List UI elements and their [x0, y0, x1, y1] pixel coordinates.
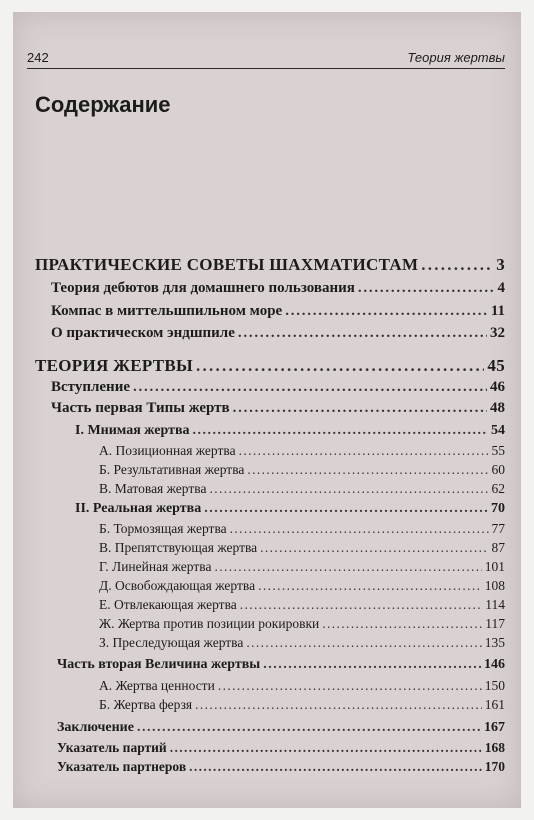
toc-entry-label: Б. Результативная жертва: [99, 462, 245, 477]
toc-entry: [35, 356, 505, 376]
toc-entry-label: II. Реальная жертва: [75, 501, 202, 516]
toc-entry: [57, 740, 505, 756]
toc-entry-page: 60: [491, 462, 505, 477]
toc-entry: [99, 481, 505, 497]
toc-leader: [263, 657, 481, 673]
toc-entry-page: 87: [491, 540, 505, 555]
toc-leader: [239, 443, 489, 459]
toc-leader: [196, 356, 484, 376]
toc-entry-label: В. Матовая жертва: [99, 481, 207, 496]
toc-entry: [57, 759, 505, 775]
toc-entry: [51, 379, 505, 396]
toc-leader: [421, 255, 493, 275]
toc-leader: [230, 521, 489, 537]
toc-leader: [218, 678, 482, 694]
toc-leader: [238, 325, 487, 342]
toc-entry: [99, 443, 505, 459]
toc-leader: [247, 462, 488, 478]
toc-entry: [57, 657, 505, 673]
toc-entry-page: 11: [490, 303, 505, 319]
page-header: [27, 46, 505, 69]
toc-entry: [99, 521, 505, 537]
toc-entry: [99, 540, 505, 556]
toc-entry-page: 55: [491, 443, 505, 458]
toc-entry-label: ТЕОРИЯ ЖЕРТВЫ: [35, 356, 194, 375]
toc-leader: [246, 635, 481, 651]
toc-entry-label: I. Мнимая жертва: [75, 423, 190, 438]
toc-entry: [99, 559, 505, 575]
toc-leader: [204, 501, 488, 517]
toc-leader: [214, 559, 481, 575]
toc-entry: [99, 635, 505, 651]
toc-entry-label: З. Преследующая жертва: [99, 635, 244, 650]
toc-entry-label: Вступление: [51, 379, 130, 395]
toc-entry: [99, 616, 505, 632]
toc-entry-label: О практическом эндшпиле: [51, 325, 235, 341]
toc-leader: [209, 481, 488, 497]
toc-entry-page: 3: [496, 255, 505, 274]
toc-entry: [99, 678, 505, 694]
toc-entry-label: Е. Отвлекающая жертва: [99, 597, 237, 612]
toc-entry-label: А. Жертва ценности: [99, 678, 215, 693]
toc-leader: [189, 759, 482, 775]
toc-leader: [137, 720, 481, 736]
toc-entry-label: Указатель партий: [57, 740, 167, 755]
toc-entry-page: 135: [484, 635, 505, 650]
toc-entry-page: 77: [491, 521, 505, 536]
toc-entry: [35, 255, 505, 275]
toc-entry-label: Указатель партнеров: [57, 759, 187, 774]
toc-leader: [233, 400, 487, 417]
toc-leader: [195, 697, 482, 713]
toc-entry: [99, 462, 505, 478]
toc-entry-page: 114: [485, 597, 505, 612]
toc-leader: [193, 423, 488, 439]
toc-entry-label: Часть первая Типы жертв: [51, 400, 230, 416]
toc-entry-page: 117: [485, 616, 505, 631]
running-title: Теория жертвы: [407, 50, 505, 65]
toc-leader: [322, 616, 482, 632]
book-page: [13, 12, 521, 808]
toc-leader: [260, 540, 488, 556]
toc-entry-label: Б. Жертва ферзя: [99, 697, 193, 712]
toc-entry-page: 101: [484, 559, 505, 574]
toc-leader: [285, 303, 488, 320]
toc-entry-page: 4: [497, 280, 505, 296]
toc-leader: [358, 280, 495, 297]
toc-entry-label: А. Позиционная жертва: [99, 443, 236, 458]
toc-entry-page: 62: [491, 481, 505, 496]
toc-entry-page: 54: [491, 423, 505, 438]
toc-entry: [51, 303, 505, 320]
toc-entry: [99, 597, 505, 613]
toc-entry-page: 167: [484, 720, 505, 735]
toc-leader: [170, 740, 482, 756]
toc-entry-label: Компас в миттельшпильном море: [51, 303, 283, 319]
toc-entry-page: 168: [484, 740, 505, 755]
toc-entry: [99, 578, 505, 594]
toc-entry-label: ПРАКТИЧЕСКИЕ СОВЕТЫ ШАХМАТИСТАМ: [35, 255, 419, 274]
toc-entry: [57, 720, 505, 736]
toc-entry-label: Д. Освобождающая жертва: [99, 578, 256, 593]
toc-entry: [75, 423, 505, 439]
toc-entry-page: 146: [484, 657, 505, 672]
toc-leader: [133, 379, 487, 396]
toc-entry: [75, 501, 505, 517]
toc-entry-page: 170: [484, 759, 505, 774]
toc-entry-page: 48: [490, 400, 505, 416]
toc-entry-label: Заключение: [57, 720, 134, 735]
toc-leader: [240, 597, 482, 613]
page-number: 242: [27, 50, 49, 65]
toc-entry-label: Б. Тормозящая жертва: [99, 521, 227, 536]
toc-entry-page: 45: [487, 356, 505, 375]
toc-entry-page: 46: [490, 379, 505, 395]
toc-entry: [51, 280, 505, 297]
toc-entry-label: Часть вторая Величина жертвы: [57, 657, 261, 672]
toc-entry-label: В. Препятствующая жертва: [99, 540, 258, 555]
page-title: Содержание: [35, 92, 171, 117]
toc-entry-page: 150: [484, 678, 505, 693]
toc-entry: [99, 697, 505, 713]
toc-entry-page: 32: [490, 325, 505, 341]
toc-entry-label: Ж. Жертва против позиции рокировки: [99, 616, 320, 631]
toc-entry-page: 70: [491, 501, 505, 516]
toc-entry-label: Теория дебютов для домашнего пользования: [51, 280, 355, 296]
toc-entry-page: 161: [484, 697, 505, 712]
toc-entry-page: 108: [484, 578, 505, 593]
toc-leader: [258, 578, 482, 594]
toc-entry: [51, 325, 505, 342]
toc-entry-label: Г. Линейная жертва: [99, 559, 212, 574]
toc-entry: [51, 400, 505, 417]
